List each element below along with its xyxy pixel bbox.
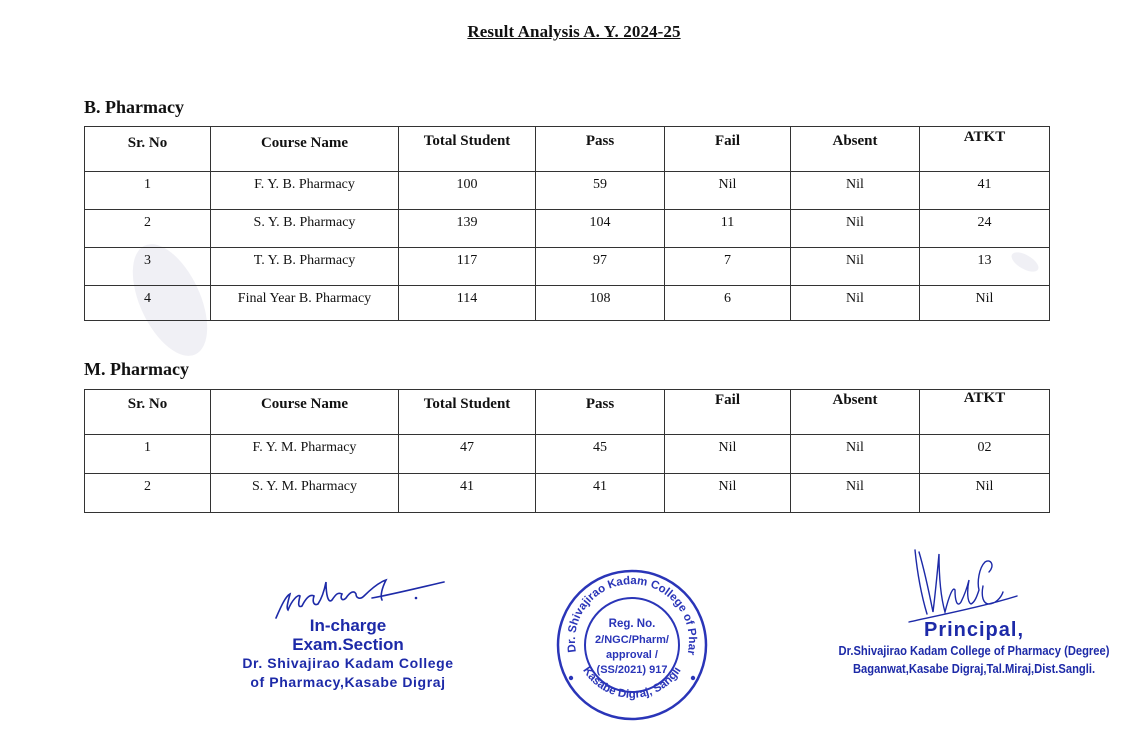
col-header-course-name: Course Name	[211, 390, 399, 435]
col-header-pass: Pass	[536, 390, 665, 435]
table-row	[85, 286, 1050, 321]
cell-course-name: F. Y. M. Pharmacy	[211, 435, 399, 474]
b-pharmacy-table	[84, 126, 1050, 321]
cell-total-student: 100	[399, 172, 536, 210]
cell-atkt: 24	[920, 210, 1050, 248]
col-header-total-student: Total Student	[399, 127, 536, 172]
cell-absent: Nil	[791, 474, 920, 513]
col-header-absent: Absent	[791, 390, 920, 435]
cell-atkt: 13	[920, 248, 1050, 286]
cell-pass: 104	[536, 210, 665, 248]
cell-absent: Nil	[791, 248, 920, 286]
cell-total-student: 114	[399, 286, 536, 321]
cell-pass: 59	[536, 172, 665, 210]
exam-incharge-institution-line1: Dr. Shivajirao Kadam College	[242, 655, 454, 671]
table-row	[85, 248, 1050, 286]
principal-block	[800, 555, 1148, 678]
cell-absent: Nil	[791, 435, 920, 474]
stamp-center-line2: 2/NGC/Pharm/	[595, 634, 669, 646]
exam-incharge-role: In-charge	[309, 616, 387, 635]
cell-atkt: Nil	[920, 474, 1050, 513]
cell-absent: Nil	[791, 286, 920, 321]
cell-total-student: 139	[399, 210, 536, 248]
table-row	[85, 210, 1050, 248]
cell-fail: Nil	[665, 172, 791, 210]
cell-pass: 97	[536, 248, 665, 286]
col-header-total-student: Total Student	[399, 390, 536, 435]
col-header-course-name: Course Name	[211, 127, 399, 172]
cell-sr-no: 4	[85, 286, 211, 321]
col-header-atkt: ATKT	[920, 390, 1050, 435]
table-row	[85, 435, 1050, 474]
principal-institution-line2: Baganwat,Kasabe Digraj,Tal.Miraj,Dist.Sangli.	[852, 661, 1096, 676]
cell-fail: 11	[665, 210, 791, 248]
cell-sr-no: 2	[85, 474, 211, 513]
exam-incharge-institution-line2: of Pharmacy,Kasabe Digraj	[250, 674, 446, 690]
cell-pass: 108	[536, 286, 665, 321]
stamp-center-line1: Reg. No.	[608, 618, 656, 630]
stamp-seal-icon	[553, 566, 711, 724]
cell-atkt: Nil	[920, 286, 1050, 321]
cell-course-name: F. Y. B. Pharmacy	[211, 172, 399, 210]
cell-total-student: 41	[399, 474, 536, 513]
cell-fail: Nil	[665, 435, 791, 474]
cell-course-name: S. Y. M. Pharmacy	[211, 474, 399, 513]
col-header-fail: Fail	[665, 127, 791, 172]
document-title: Result Analysis A. Y. 2024-25	[467, 22, 681, 41]
cell-absent: Nil	[791, 172, 920, 210]
col-header-atkt: ATKT	[920, 127, 1050, 172]
b-pharmacy-heading: B. Pharmacy	[84, 97, 184, 117]
col-header-sr-no: Sr. No	[85, 390, 211, 435]
col-header-fail: Fail	[665, 390, 791, 435]
cell-sr-no: 1	[85, 435, 211, 474]
cell-absent: Nil	[791, 210, 920, 248]
cell-course-name: S. Y. B. Pharmacy	[211, 210, 399, 248]
exam-section-label: Exam.Section	[292, 635, 404, 654]
cell-fail: Nil	[665, 474, 791, 513]
cell-atkt: 41	[920, 172, 1050, 210]
col-header-pass: Pass	[536, 127, 665, 172]
m-pharmacy-heading: M. Pharmacy	[84, 359, 189, 379]
cell-pass: 41	[536, 474, 665, 513]
col-header-absent: Absent	[791, 127, 920, 172]
cell-sr-no: 1	[85, 172, 211, 210]
table-row	[85, 474, 1050, 513]
principal-role: Principal,	[923, 619, 1025, 641]
table-header-row	[85, 390, 1050, 435]
principal-institution-line1: Dr.Shivajirao Kadam College of Pharmacy (Degree)	[838, 643, 1110, 658]
cell-total-student: 117	[399, 248, 536, 286]
table-header-row	[85, 127, 1050, 172]
cell-fail: 6	[665, 286, 791, 321]
cell-sr-no: 3	[85, 248, 211, 286]
stamp-ring-bottom-text: Kasabe Digraj, Sangli	[580, 664, 684, 701]
exam-incharge-block	[213, 580, 483, 692]
m-pharmacy-table	[84, 389, 1050, 513]
stamp-center-line3: approval /	[606, 649, 658, 661]
cell-course-name: Final Year B. Pharmacy	[211, 286, 399, 321]
stamp-center-line4: (SS/2021) 917	[596, 664, 668, 676]
cell-atkt: 02	[920, 435, 1050, 474]
college-stamp	[553, 566, 711, 724]
table-row	[85, 172, 1050, 210]
cell-fail: 7	[665, 248, 791, 286]
cell-course-name: T. Y. B. Pharmacy	[211, 248, 399, 286]
cell-pass: 45	[536, 435, 665, 474]
stamp-ring-top-text: Dr. Shivajirao Kadam College of Phar	[565, 574, 699, 657]
cell-total-student: 47	[399, 435, 536, 474]
cell-sr-no: 2	[85, 210, 211, 248]
col-header-sr-no: Sr. No	[85, 127, 211, 172]
